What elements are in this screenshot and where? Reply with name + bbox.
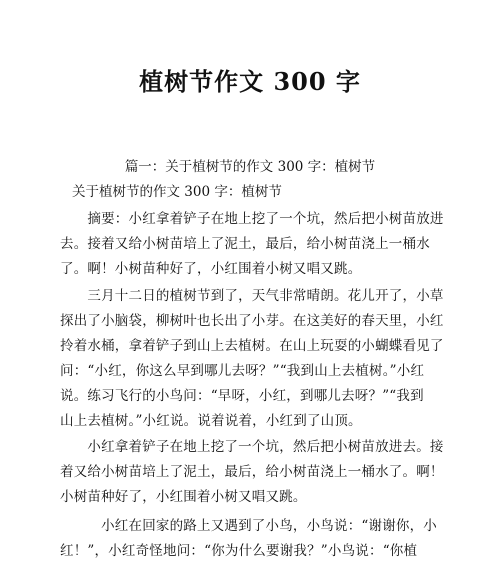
document-title: 植树节作文 300 字 xyxy=(139,67,361,96)
section-title: 篇一：关于植树节的作文 300 字：植树节 xyxy=(124,159,376,175)
sub-title: 关于植树节的作文 300 字：植树节 xyxy=(72,184,282,200)
paragraph-body: 小红拿着铲子在地上挖了一个坑，然后把小树苗放进去。接 着又给小树苗培上了泥土，最后，给小树苗浇上一桶水了。啊！ 小树苗种好了，小红围着小树又唱又跳。 xyxy=(60,439,444,505)
paragraph-abstract: 摘要：小红拿着铲子在地上挖了一个坑，然后把小树苗放进 去。接着又给小树苗培上了泥土，最后，给小树苗浇上一桶水 了。啊！小树苗种好了，小红围着小树又唱又跳。 xyxy=(60,211,444,277)
paragraph-body: 三月十二日的植树节到了，天气非常晴朗。花儿开了，小草 探出了小脑袋，柳树叶也长出了小芽。在这美好的春天里，小红 拎着水桶，拿着铲子到山上去植树。在山上玩耍的小蝴蝶看见了 问：“小红，你这么早到哪儿去呀？”“我到山上去植树。”小红 说。练习飞行的小鸟问：“早呀，小红，到哪儿去呀？”“我到 山上去植树。”小红说。说着说着，小红到了山顶。 xyxy=(60,288,444,429)
paragraph-body: 小红在回家的路上又遇到了小鸟，小鸟说：“谢谢你，小 红！”，小红奇怪地问：“你为什么要谢我？”小鸟说：“你植 xyxy=(60,518,438,559)
